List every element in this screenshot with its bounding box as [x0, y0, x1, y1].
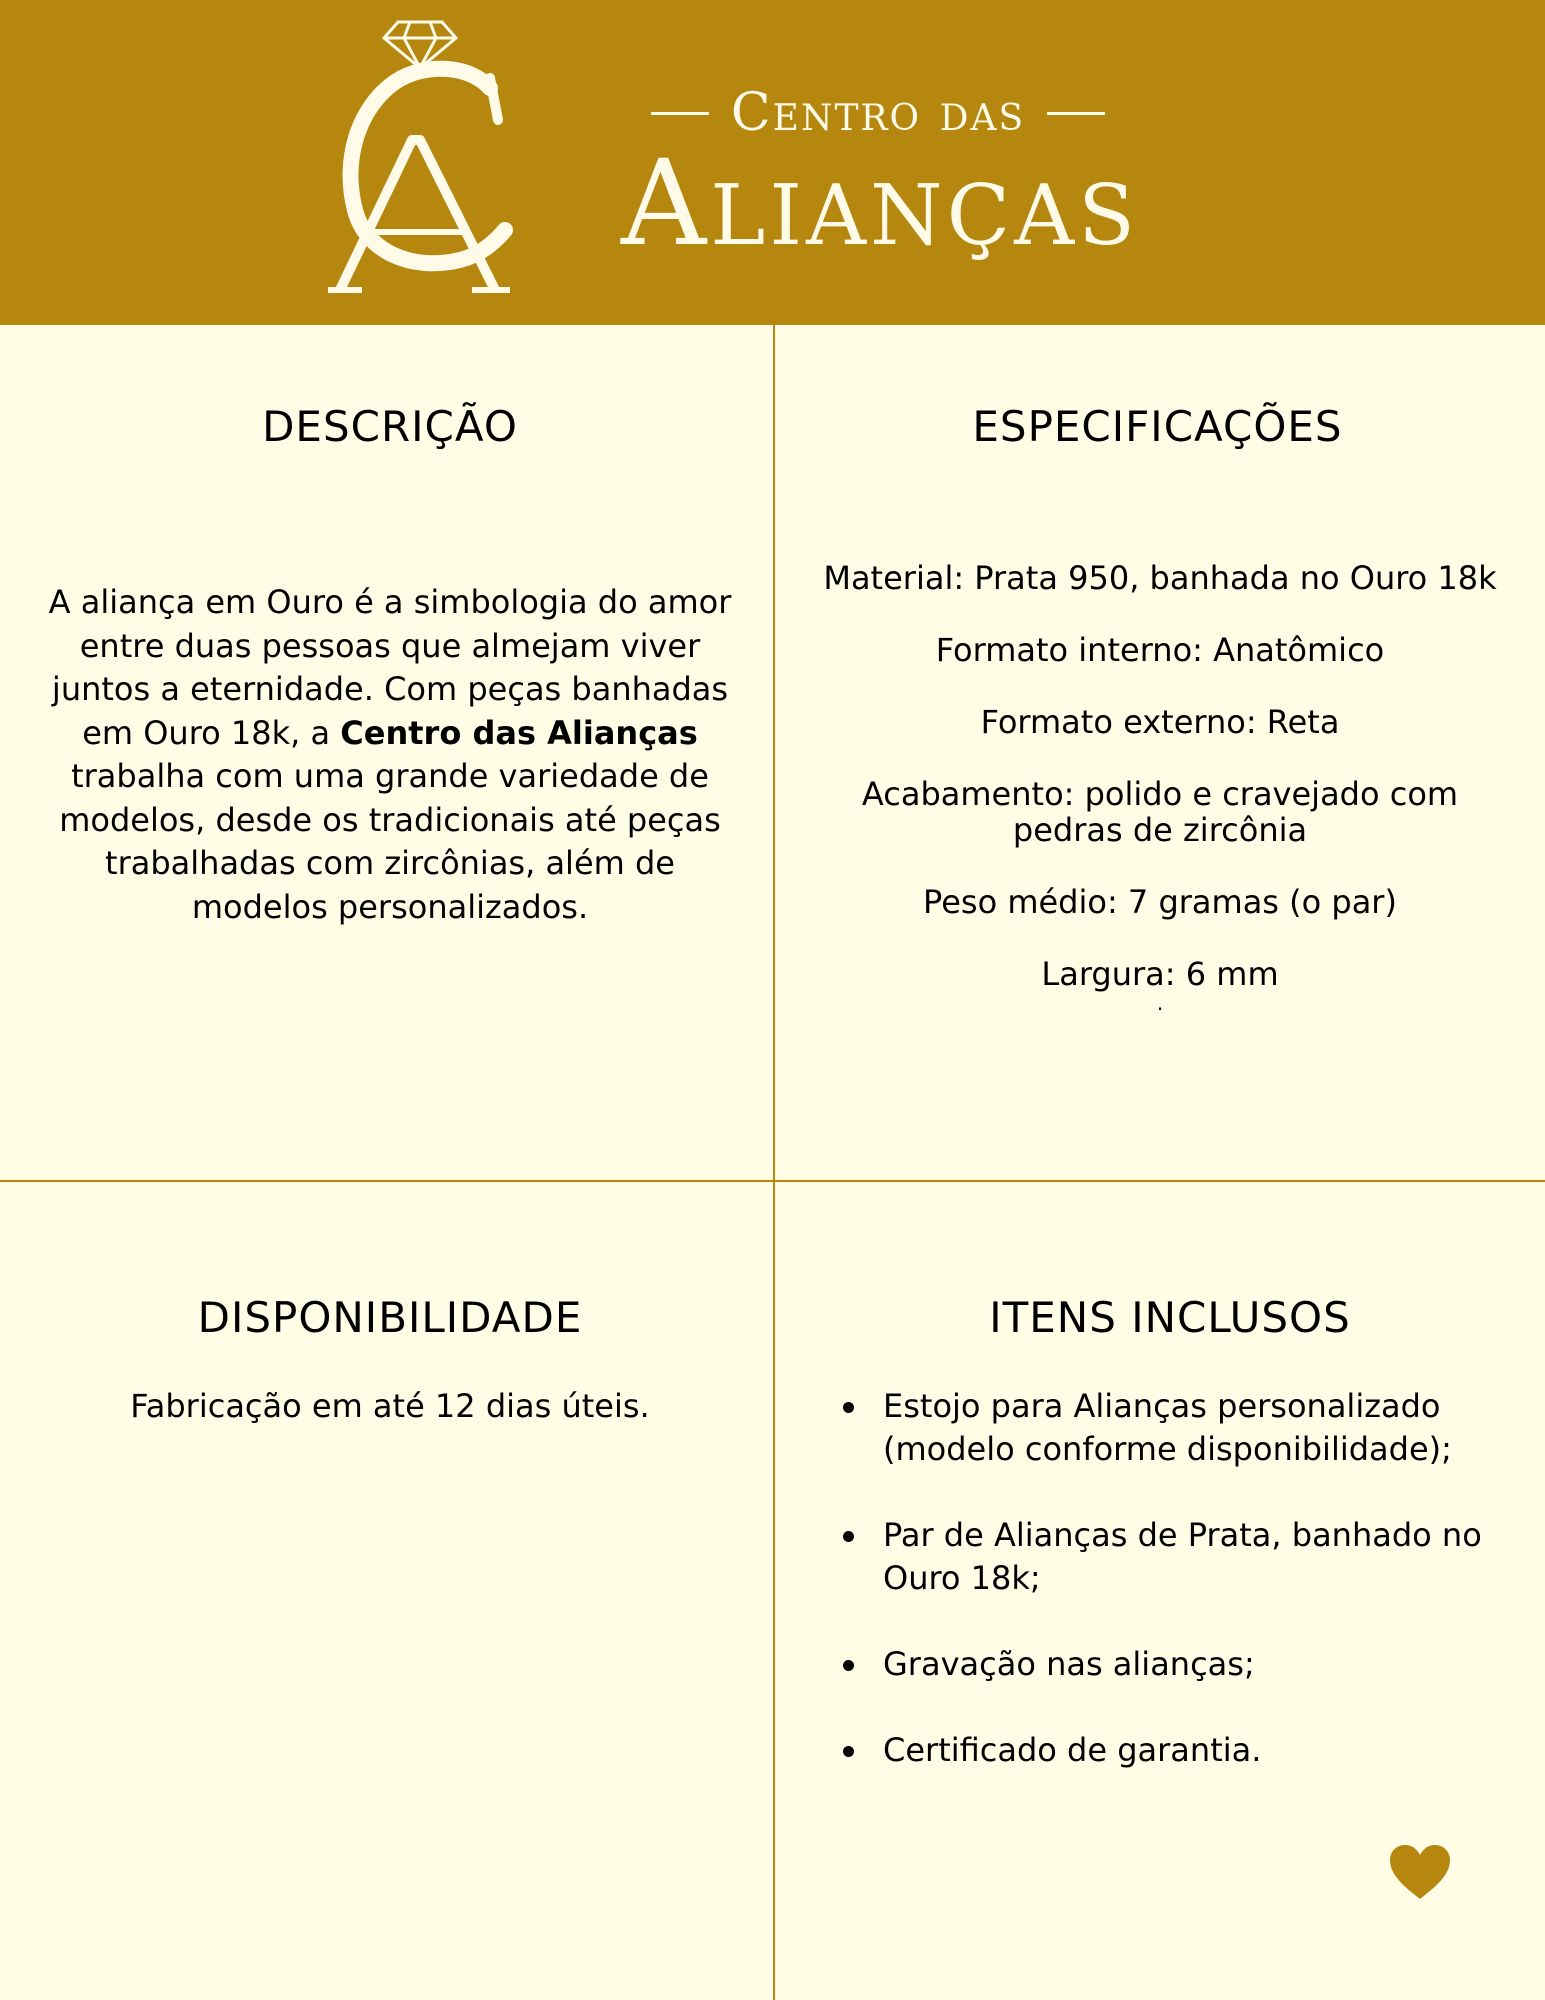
disponibilidade-text: Fabricação em até 12 dias úteis.: [130, 1387, 650, 1425]
spec-peso: Peso médio: 7 gramas (o par): [923, 883, 1397, 921]
descricao-text: [40, 581, 740, 929]
spec-largura: Largura: 6 mm: [1041, 955, 1279, 993]
item-text: Gravação nas alianças;: [883, 1645, 1255, 1683]
brand-top-text: Centro das: [730, 83, 1026, 143]
bullet-icon: [843, 1402, 854, 1413]
heart-icon: [1388, 1843, 1452, 1901]
list-item: [843, 1385, 1533, 1471]
logo-monogram: [320, 10, 520, 300]
divider-horizontal: [0, 1180, 1545, 1182]
descricao-text-before: A aliança em Ouro é a simbologia do amor entre duas pessoas que almejam viver juntos a eternidade. Com peças banhadas em Ouro 18k, a: [48, 583, 732, 752]
item-text: Certificado de garantia.: [883, 1731, 1262, 1769]
spec-formato-externo: Formato externo: Reta: [980, 703, 1340, 741]
itens-list: [843, 1385, 1533, 1815]
item-text: Estojo para Alianças personalizado (modelo conforme disponibilidade);: [883, 1387, 1452, 1468]
item-text: Par de Alianças de Prata, banhado no Ouro 18k;: [883, 1516, 1482, 1597]
specs-list: [820, 559, 1500, 1015]
brand-dash-right: [1047, 112, 1105, 115]
brand-dash-left: [651, 112, 709, 115]
bullet-icon: [843, 1531, 854, 1542]
list-item: [843, 1643, 1533, 1686]
descricao-brand-bold: Centro das Alianças: [340, 713, 698, 752]
section-title-disponibilidade: DISPONIBILIDADE: [197, 1293, 583, 1342]
spec-formato-interno: Formato interno: Anatômico: [935, 631, 1385, 669]
bullet-icon: [843, 1746, 854, 1757]
section-title-descricao: DESCRIÇÃO: [262, 402, 518, 451]
bullet-icon: [843, 1660, 854, 1671]
list-item: [843, 1514, 1533, 1600]
spec-acabamento: Acabamento: polido e cravejado com pedras de zircônia: [861, 775, 1459, 849]
spec-trailing-mark: .: [1156, 991, 1164, 1015]
divider-vertical: [773, 325, 775, 2000]
section-title-itens-inclusos: ITENS INCLUSOS: [989, 1293, 1351, 1342]
list-item: [843, 1729, 1533, 1772]
header-banner: [0, 0, 1545, 325]
brand-title: Alianças: [621, 134, 1139, 272]
section-title-especificacoes: ESPECIFICAÇÕES: [972, 402, 1343, 451]
spec-material: Material: Prata 950, banhada no Ouro 18k: [823, 559, 1497, 597]
descricao-text-after: trabalha com uma grande variedade de modelos, desde os tradicionais até peças trabalhadas com zircônias, além de modelos personalizados.: [59, 757, 721, 926]
